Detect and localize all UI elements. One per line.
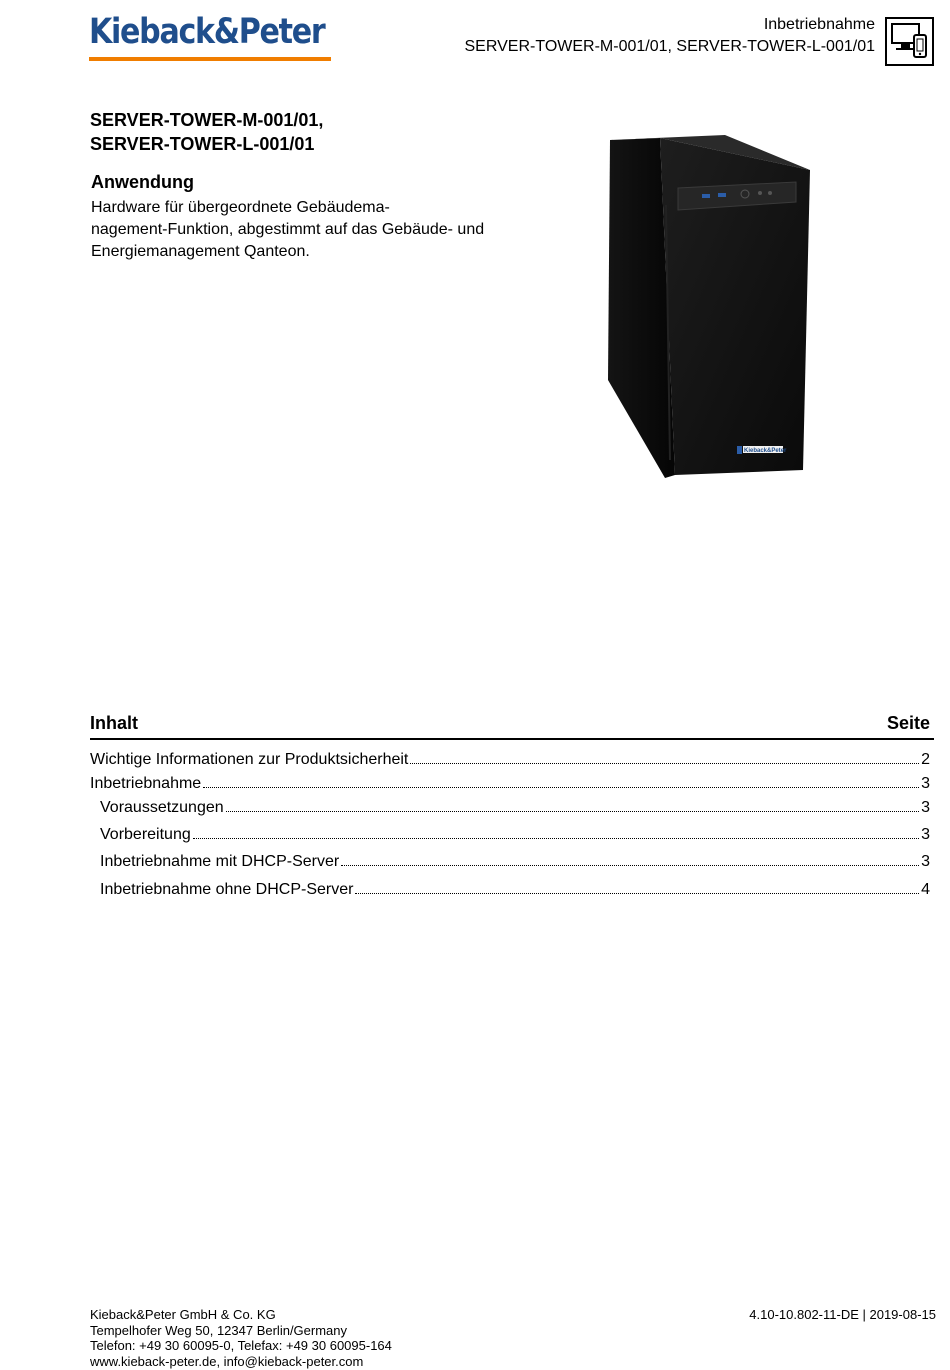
toc-page-heading: Seite (886, 713, 930, 733)
application-heading: Anwendung (91, 172, 194, 192)
toc-entry[interactable] (100, 851, 930, 873)
toc-heading: Inhalt (90, 713, 138, 733)
toc-entry-label: Inbetriebnahme ohne DHCP-Server (100, 881, 354, 898)
document-title (90, 108, 323, 156)
toc-entry-page: 3 (921, 775, 930, 792)
toc-leader (193, 824, 919, 839)
title-line-1: SERVER-TOWER-M-001/01, (90, 110, 324, 130)
toc-entry-page: 4 (921, 881, 930, 898)
footer-street: Tempelhofer Weg 50, 12347 Berlin/Germany (90, 1322, 348, 1338)
badge-text: Kieback&Peter (744, 448, 787, 454)
toc-entry-page: 2 (921, 751, 930, 768)
toc-leader (203, 773, 919, 788)
footer-web[interactable]: www.kieback-peter.de, info@kieback-peter.com (90, 1353, 364, 1369)
company-logo: Kieback&Peter (89, 12, 325, 52)
title-line-2: SERVER-TOWER-L-001/01 (90, 134, 315, 154)
toc-leader (410, 749, 919, 764)
toc-leader (226, 797, 919, 812)
toc-leader (355, 879, 919, 894)
application-line-1: Hardware für übergeordnete Gebäudema- (91, 199, 390, 216)
application-line-2: nagement-Funktion, abgestimmt auf das Gebäude- und (91, 221, 485, 238)
toc-entry[interactable] (90, 773, 930, 795)
product-line: SERVER-TOWER-M-001/01, SERVER-TOWER-L-001/01 (464, 38, 875, 55)
footer-address (90, 1307, 392, 1369)
monitor-and-phone-icon (885, 17, 934, 66)
toc-entry-label: Wichtige Informationen zur Produktsicherheit (90, 751, 409, 768)
toc-entry[interactable] (90, 749, 930, 771)
toc-entry-label: Inbetriebnahme mit DHCP-Server (100, 853, 340, 870)
toc-entry-page: 3 (921, 853, 930, 870)
toc-divider (90, 738, 934, 740)
toc-entry-label: Vorbereitung (100, 826, 191, 843)
toc-entry-page: 3 (921, 799, 930, 816)
logo-underline (89, 57, 331, 61)
doc-type: Inbetriebnahme (763, 16, 875, 33)
application-line-3: Energiemanagement Qanteon. (91, 243, 310, 260)
server-tower-image (600, 130, 820, 490)
toc-entry-label: Voraussetzungen (100, 799, 224, 816)
footer-doc-ref: 4.10-10.802-11-DE | 2019-08-15 (749, 1307, 936, 1322)
application-text (91, 197, 521, 263)
toc-entry[interactable] (100, 797, 930, 819)
toc-entry[interactable] (100, 879, 930, 901)
toc-entry-label: Inbetriebnahme (90, 775, 202, 792)
header-info (465, 14, 876, 58)
toc-entry[interactable] (100, 824, 930, 846)
footer-phone: Telefon: +49 30 60095-0, Telefax: +49 30 60095-164 (90, 1338, 392, 1353)
toc-entry-page: 3 (921, 826, 930, 843)
footer-company: Kieback&Peter GmbH & Co. KG (90, 1307, 276, 1322)
toc-leader (341, 851, 919, 866)
